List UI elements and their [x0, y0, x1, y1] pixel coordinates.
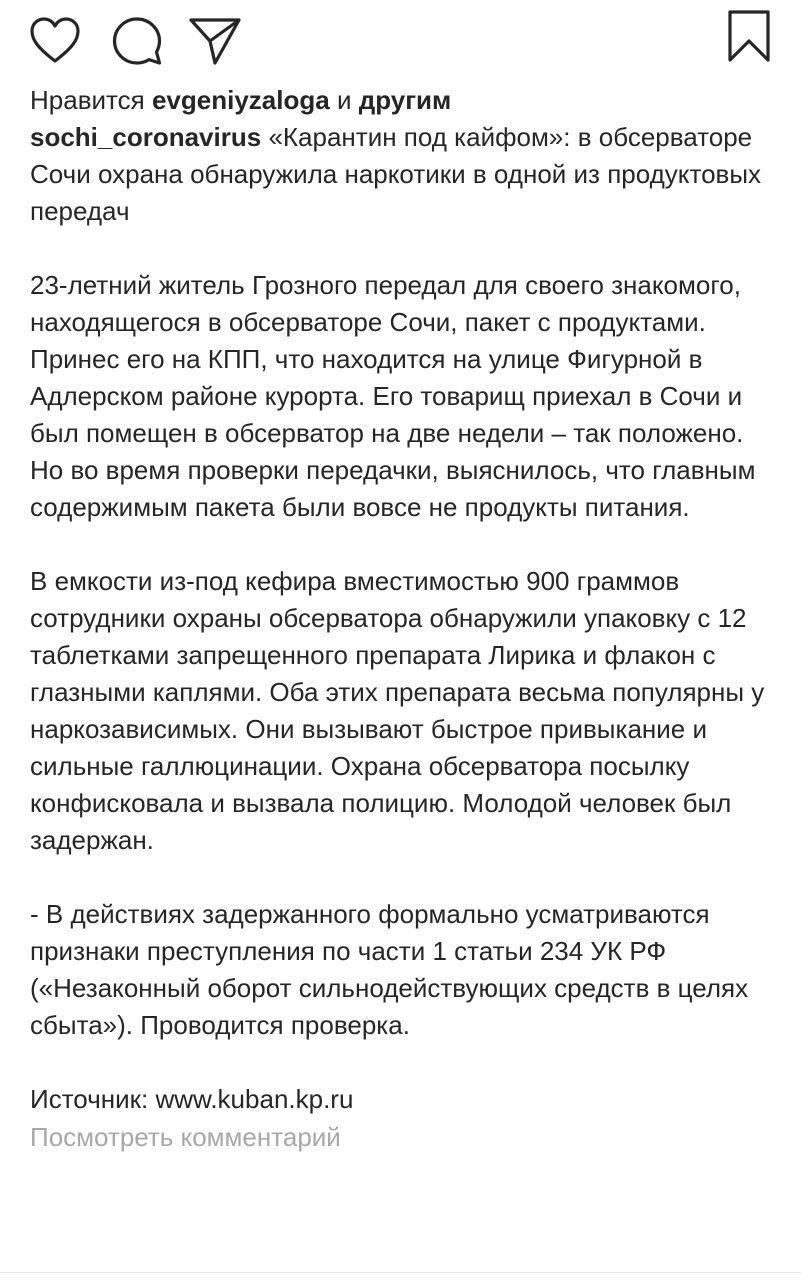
comment-icon[interactable] [110, 14, 164, 68]
view-comments-link[interactable]: Посмотреть комментарий [30, 1122, 341, 1152]
post-paragraph-2: В емкости из-под кефира вместимостью 900 граммов сотрудники охраны обсерватора обнаружили упаковку с 12 таблетками запрещенного препарата Лирика и флакон с глазными каплями. Оба этих препарата весьма популярны у наркозависимых. Они вызывают быстрое привыкание и сильные галлюцинации. Охрана обсерватора посылку конфисковала и вызвала полицию. Молодой человек был задержан. [30, 566, 765, 855]
likes-prefix: Нравится [30, 85, 145, 115]
heart-icon[interactable] [28, 14, 82, 68]
bookmark-icon[interactable] [722, 8, 776, 62]
post-headline-line [30, 119, 775, 230]
likes-conjunction: и [336, 85, 352, 115]
post-source: Источник: www.kuban.kp.ru [30, 1084, 354, 1114]
liked-by-others-link[interactable]: другим [358, 85, 452, 115]
post-headline: «Карантин под кайфом»: в обсерваторе Сочи охрана обнаружила наркотики в одной из продуктовых передач [30, 122, 762, 226]
paper-plane-icon[interactable] [188, 14, 242, 68]
likes-line [30, 82, 775, 119]
post-action-bar [0, 0, 801, 80]
post-paragraph-1: 23-летний житель Грозного передал для своего знакомого, находящегося в обсерваторе Сочи, пакет с продуктами. Принес его на КПП, что находится на улице Фигурной в Адлерском районе курорта. Его товарищ приехал в Сочи и был помещен в обсерватор на две недели – так положено. Но во время проверки передачки, выяснилось, что главным содержимым пакета были вовсе не продукты питания. [30, 270, 756, 522]
post-username[interactable]: sochi_coronavirus [30, 122, 262, 152]
liked-by-username[interactable]: evgeniyzaloga [151, 85, 330, 115]
post-caption [30, 82, 775, 1156]
post-paragraph-3: - В действиях задержанного формально усматриваются признаки преступления по части 1 статьи 234 УК РФ («Незаконный оборот сильнодействующих средств в целях сбыта»). Проводится проверка. [30, 899, 749, 1040]
divider [0, 1272, 801, 1273]
